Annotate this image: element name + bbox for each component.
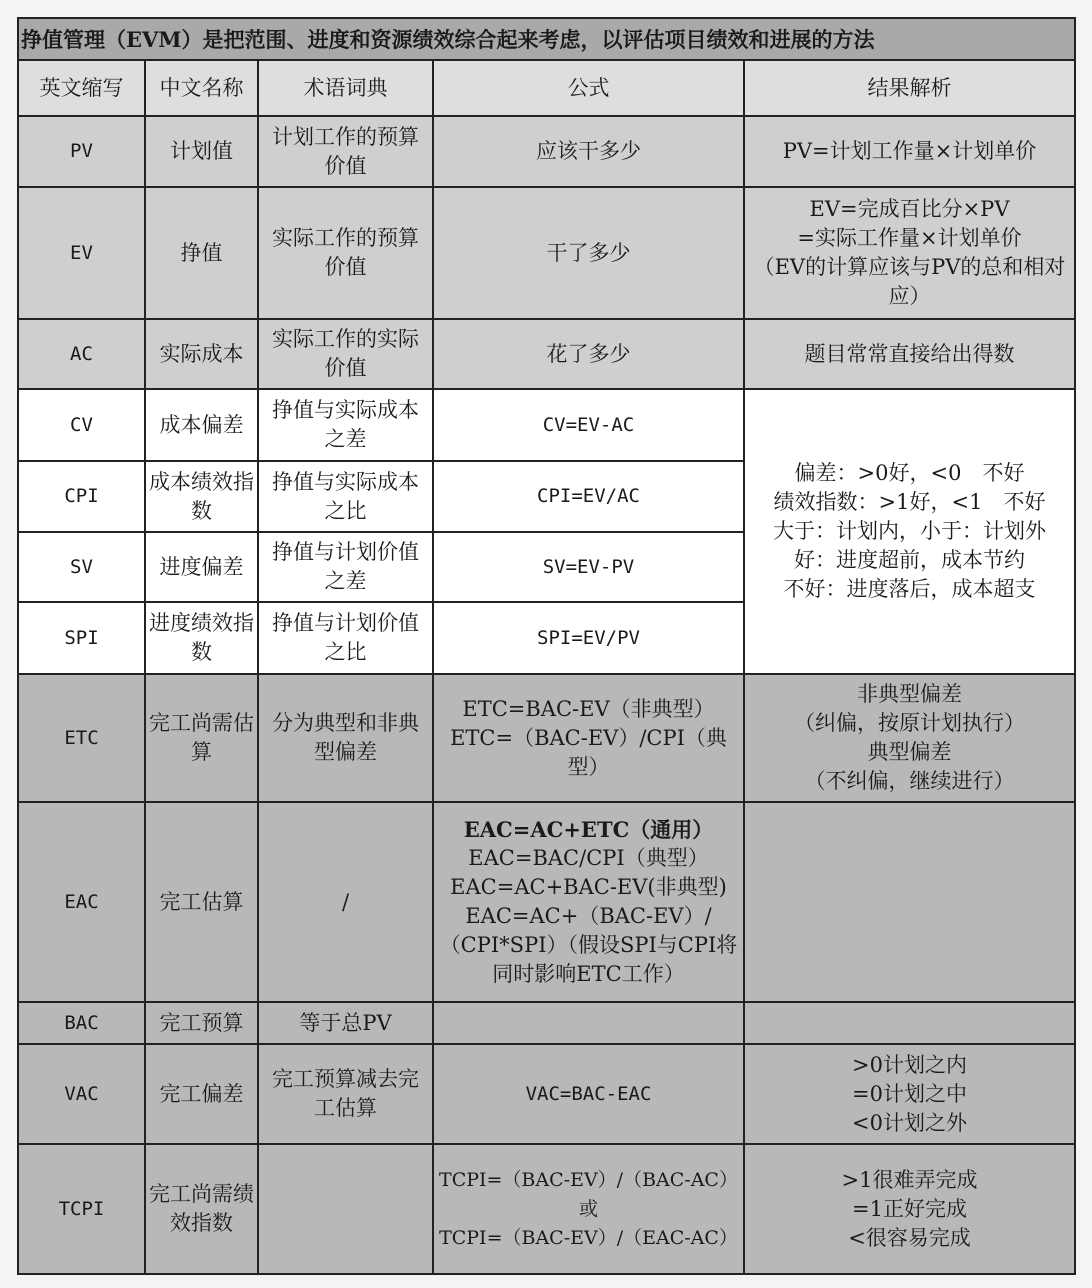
cell-formula: 花了多少 — [433, 319, 744, 389]
cell-abbr: BAC — [18, 1002, 145, 1044]
table-row-pv — [18, 116, 1075, 187]
evm-table — [17, 17, 1076, 1275]
cell-formula: SPI=EV/PV — [433, 602, 744, 674]
cell-term: 实际工作的实际价值 — [258, 319, 433, 389]
cell-term — [258, 1144, 433, 1274]
header-abbr: 英文缩写 — [18, 60, 145, 116]
formula-variants: EAC=BAC/CPI（典型） EAC=AC+BAC-EV(非典型) EAC=AC+（BAC-EV）/（CPI*SPI）（假设SPI与CPI将同时影响ETC工作） — [439, 846, 738, 986]
table-row-cv — [18, 389, 1075, 461]
cell-formula: TCPI=（BAC-EV）/（BAC-AC） 或 TCPI=（BAC-EV）/（EAC-AC） — [433, 1144, 744, 1274]
cell-name: 计划值 — [145, 116, 258, 187]
cell-name: 进度偏差 — [145, 532, 258, 602]
header-result: 结果解析 — [744, 60, 1075, 116]
cell-name: 进度绩效指数 — [145, 602, 258, 674]
cell-name: 完工偏差 — [145, 1044, 258, 1144]
cell-result — [744, 802, 1075, 1002]
table-row-etc — [18, 674, 1075, 802]
table-row-bac — [18, 1002, 1075, 1044]
cell-variance-result: 偏差：>0好，<0 不好 绩效指数：>1好，<1 不好 大于：计划内，小于：计划外 好：进度超前，成本节约 不好：进度落后，成本超支 — [744, 389, 1075, 674]
cell-abbr: EV — [18, 187, 145, 319]
cell-abbr: PV — [18, 116, 145, 187]
cell-name: 挣值 — [145, 187, 258, 319]
header-name: 中文名称 — [145, 60, 258, 116]
cell-abbr: SPI — [18, 602, 145, 674]
header-row — [18, 60, 1075, 116]
cell-formula: VAC=BAC-EAC — [433, 1044, 744, 1144]
formula-general: EAC=AC+ETC（通用） — [463, 817, 714, 842]
cell-result: EV=完成百比分×PV =实际工作量×计划单价 （EV的计算应该与PV的总和相对应） — [744, 187, 1075, 319]
cell-name: 实际成本 — [145, 319, 258, 389]
cell-result: 非典型偏差 （纠偏，按原计划执行） 典型偏差 （不纠偏，继续进行） — [744, 674, 1075, 802]
table-title: 挣值管理（EVM）是把范围、进度和资源绩效综合起来考虑，以评估项目绩效和进展的方法 — [18, 18, 1075, 60]
table-row-vac — [18, 1044, 1075, 1144]
cell-abbr: EAC — [18, 802, 145, 1002]
cell-abbr: TCPI — [18, 1144, 145, 1274]
table-title-row — [18, 18, 1075, 60]
cell-formula: SV=EV-PV — [433, 532, 744, 602]
table-row-eac — [18, 802, 1075, 1002]
cell-term: 分为典型和非典型偏差 — [258, 674, 433, 802]
cell-term: 挣值与计划价值之比 — [258, 602, 433, 674]
cell-name: 成本偏差 — [145, 389, 258, 461]
cell-abbr: CV — [18, 389, 145, 461]
header-term: 术语词典 — [258, 60, 433, 116]
cell-term: / — [258, 802, 433, 1002]
cell-name: 完工尚需绩效指数 — [145, 1144, 258, 1274]
cell-term: 计划工作的预算价值 — [258, 116, 433, 187]
cell-result: >1很难弄完成 =1正好完成 <很容易完成 — [744, 1144, 1075, 1274]
cell-term: 挣值与实际成本之比 — [258, 461, 433, 532]
cell-term: 实际工作的预算价值 — [258, 187, 433, 319]
cell-formula: 干了多少 — [433, 187, 744, 319]
cell-term: 挣值与计划价值之差 — [258, 532, 433, 602]
cell-result: 题目常常直接给出得数 — [744, 319, 1075, 389]
cell-abbr: ETC — [18, 674, 145, 802]
cell-result: >0计划之内 =0计划之中 <0计划之外 — [744, 1044, 1075, 1144]
cell-name: 成本绩效指数 — [145, 461, 258, 532]
table-row-tcpi — [18, 1144, 1075, 1274]
cell-result: PV=计划工作量×计划单价 — [744, 116, 1075, 187]
cell-name: 完工预算 — [145, 1002, 258, 1044]
cell-abbr: AC — [18, 319, 145, 389]
cell-formula — [433, 1002, 744, 1044]
cell-formula — [433, 802, 744, 1002]
cell-term: 完工预算减去完工估算 — [258, 1044, 433, 1144]
cell-formula: 应该干多少 — [433, 116, 744, 187]
cell-formula: CV=EV-AC — [433, 389, 744, 461]
cell-formula: CPI=EV/AC — [433, 461, 744, 532]
cell-formula: ETC=BAC-EV（非典型） ETC=（BAC-EV）/CPI（典型） — [433, 674, 744, 802]
cell-term: 等于总PV — [258, 1002, 433, 1044]
cell-abbr: CPI — [18, 461, 145, 532]
cell-name: 完工尚需估算 — [145, 674, 258, 802]
evm-table-container — [17, 17, 1074, 1275]
table-row-ev — [18, 187, 1075, 319]
cell-name: 完工估算 — [145, 802, 258, 1002]
cell-abbr: VAC — [18, 1044, 145, 1144]
table-row-ac — [18, 319, 1075, 389]
cell-term: 挣值与实际成本之差 — [258, 389, 433, 461]
cell-abbr: SV — [18, 532, 145, 602]
cell-result — [744, 1002, 1075, 1044]
header-formula: 公式 — [433, 60, 744, 116]
